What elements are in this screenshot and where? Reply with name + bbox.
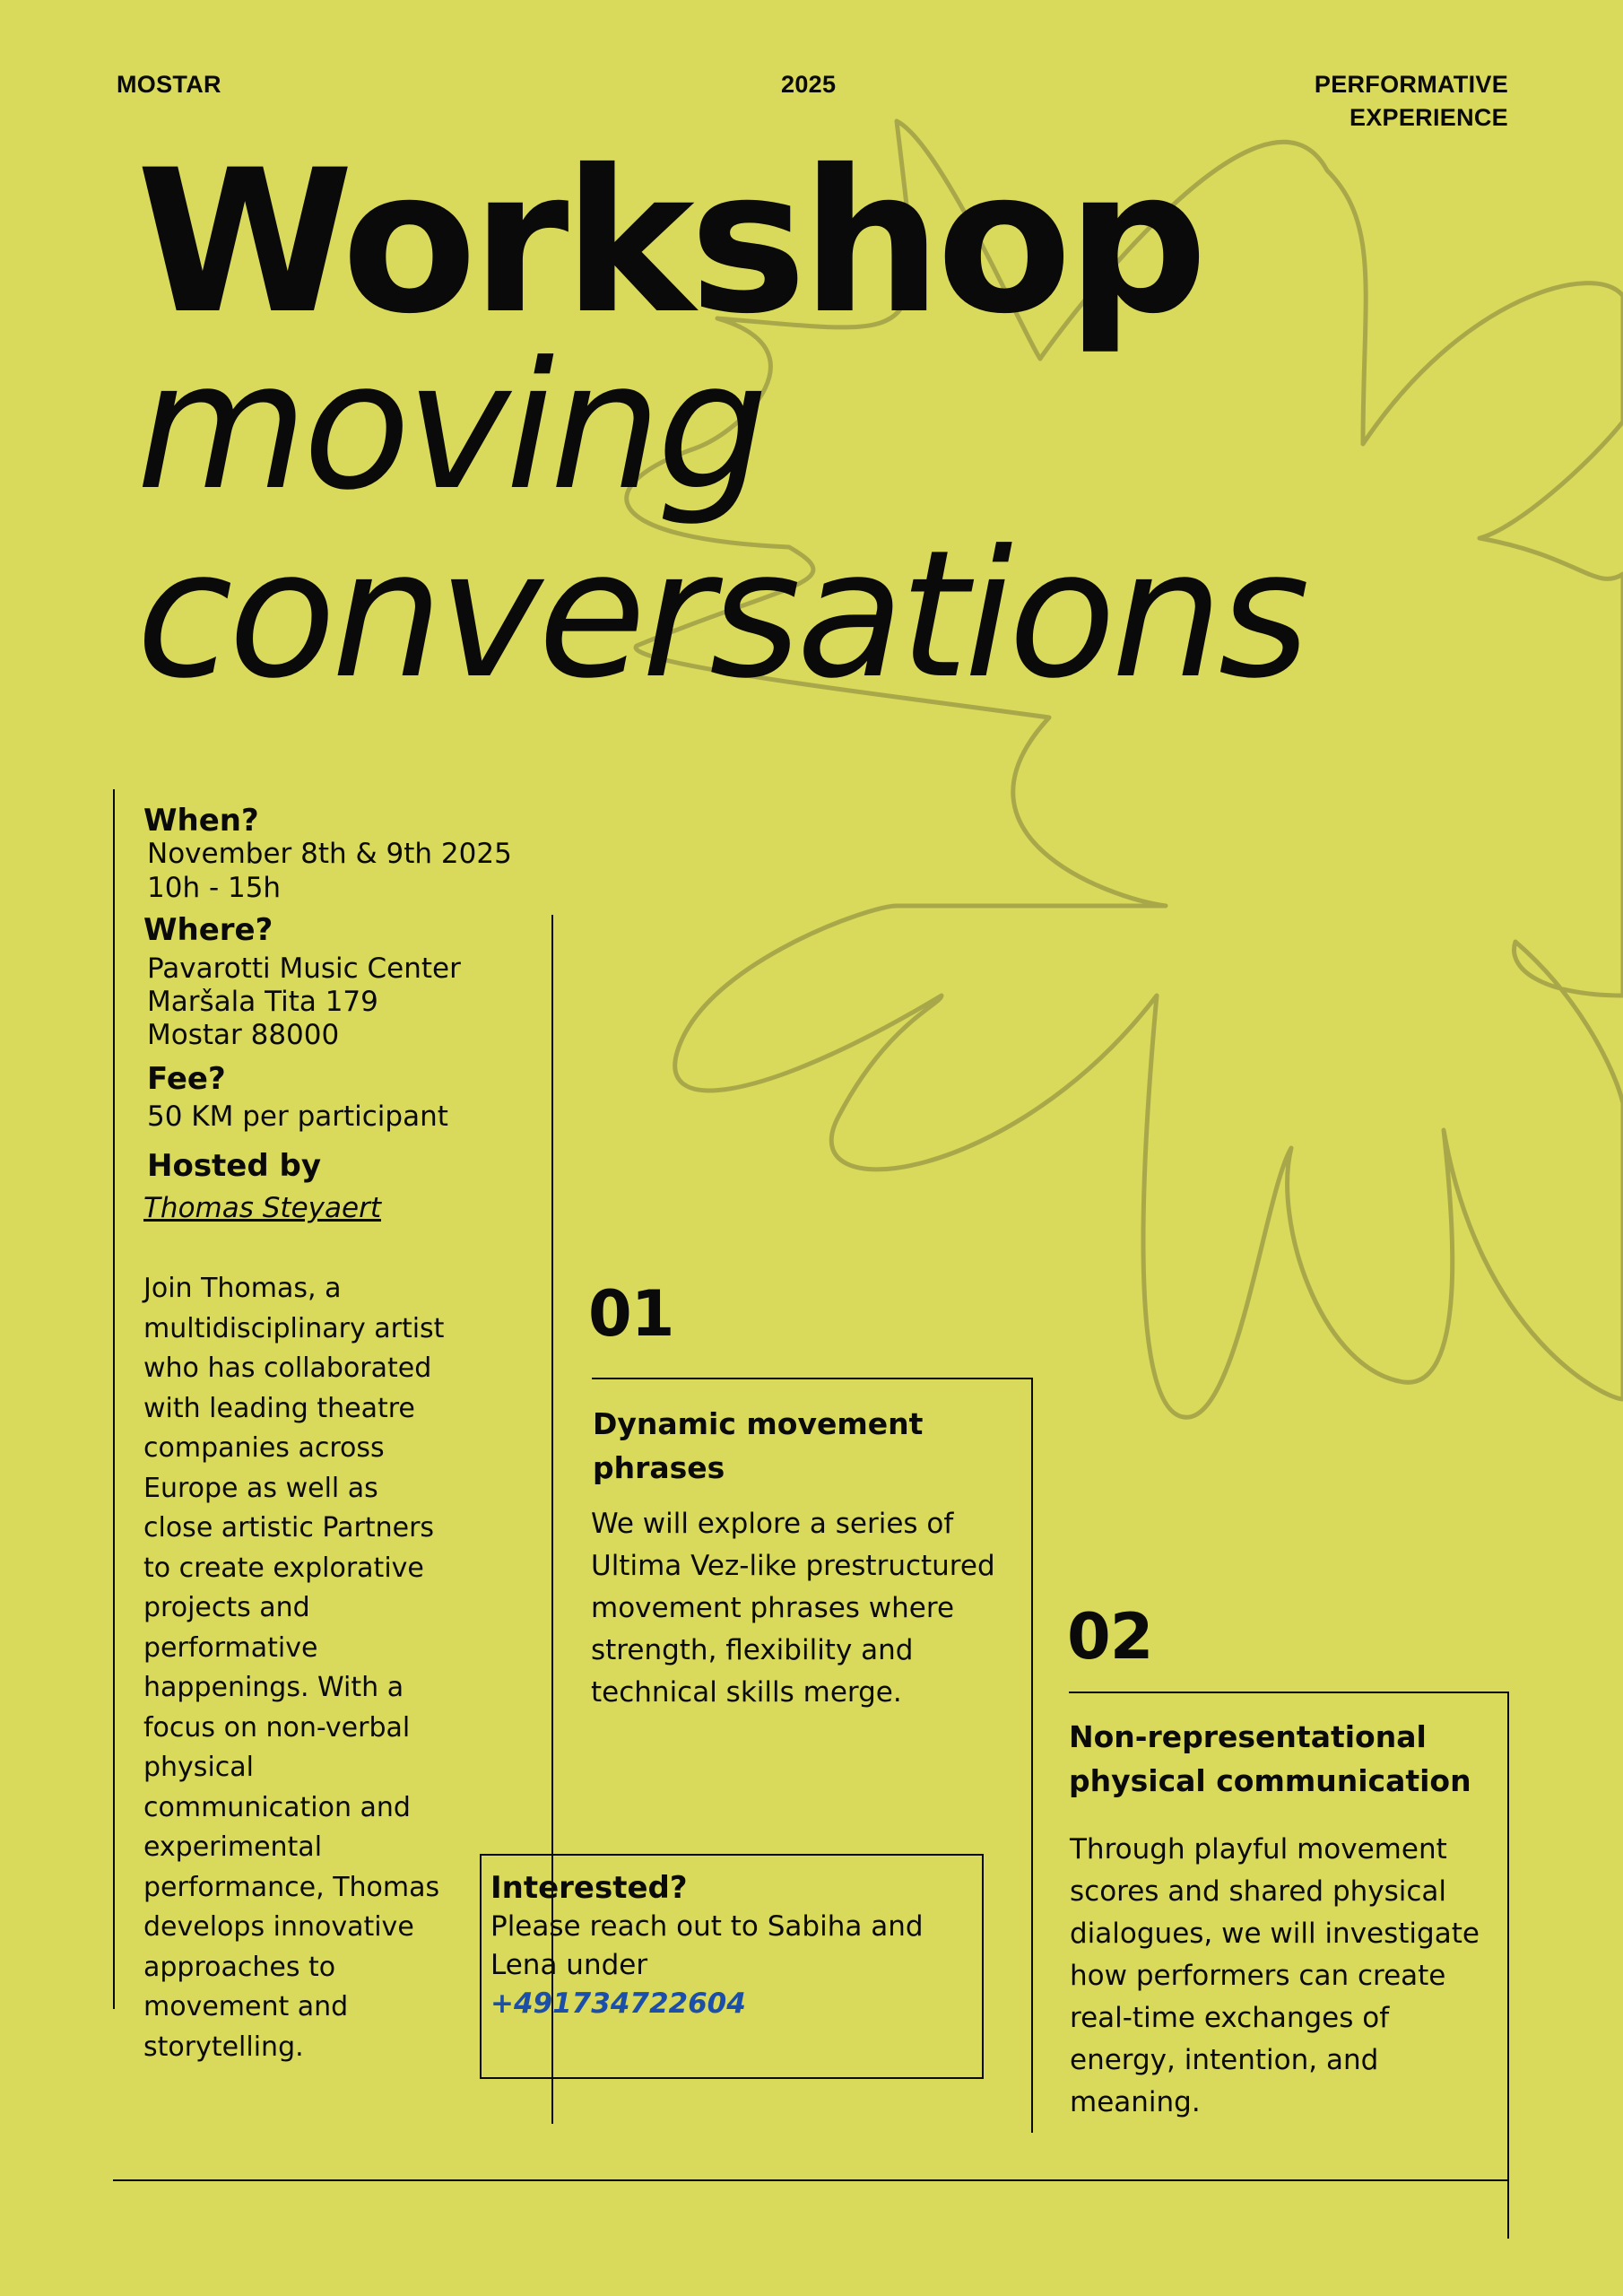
- title-workshop: Workshop: [136, 127, 1202, 357]
- tagline-line1: PERFORMATIVE: [1314, 71, 1508, 98]
- where-street: Maršala Tita 179: [147, 986, 378, 1018]
- tagline-line2: EXPERIENCE: [1349, 104, 1508, 131]
- section2-number: 02: [1067, 1600, 1153, 1674]
- where-city: Mostar 88000: [147, 1019, 340, 1051]
- left-divider-line: [113, 789, 115, 2009]
- when-label: When?: [143, 803, 259, 839]
- title-moving: moving: [136, 325, 764, 529]
- contact-phone-link[interactable]: +491734722604: [490, 1987, 746, 2020]
- title-conversations: conversations: [136, 513, 1306, 718]
- tagline: [1315, 68, 1508, 135]
- fee-label: Fee?: [147, 1061, 226, 1097]
- hosted-by-label: Hosted by: [147, 1148, 322, 1184]
- section2-top-rule: [1069, 1692, 1508, 1693]
- section1-body: We will explore a series of Ultima Vez-like prestructured movement phrases where strength, flexibility and technical skills merge.: [591, 1508, 995, 1709]
- section1-number: 01: [588, 1277, 674, 1351]
- bio-paragraph: Join Thomas, a multidisciplinary artist who has collaborated with leading theatre companies across Europe as well as close artistic Partners to create explorative projects and performative happenings. With a focus on non-verbal physical communication and experimental performance, Thomas develops innovative approaches to movement and storytelling.: [143, 1273, 445, 2063]
- city-label: MOSTAR: [117, 71, 221, 98]
- section1-title: Dynamic movement phrases: [593, 1406, 924, 1485]
- where-venue: Pavarotti Music Center: [147, 952, 461, 985]
- section1-top-rule: [592, 1378, 1033, 1379]
- section2-right-line: [1507, 1692, 1509, 2239]
- where-label: Where?: [143, 912, 273, 948]
- bottom-rule: [113, 2179, 1509, 2181]
- section2-body: Through playful movement scores and shared physical dialogues, we will investigate how performers can create real-time exchanges of energy, intention, and meaning.: [1070, 1833, 1480, 2118]
- contact-box: [480, 1854, 984, 2079]
- when-date: November 8th & 9th 2025: [147, 838, 512, 870]
- section1-right-line: [1031, 1378, 1033, 2133]
- contact-text: Please reach out to Sabiha and Lena under: [490, 1910, 924, 1981]
- fee-value: 50 KM per participant: [147, 1100, 448, 1133]
- host-name-link[interactable]: Thomas Steyaert: [143, 1192, 381, 1224]
- section2-title: Non-representational physical communication: [1069, 1719, 1471, 1798]
- when-time: 10h - 15h: [147, 872, 282, 904]
- contact-title: Interested?: [490, 1870, 688, 1906]
- year-label: 2025: [781, 71, 837, 98]
